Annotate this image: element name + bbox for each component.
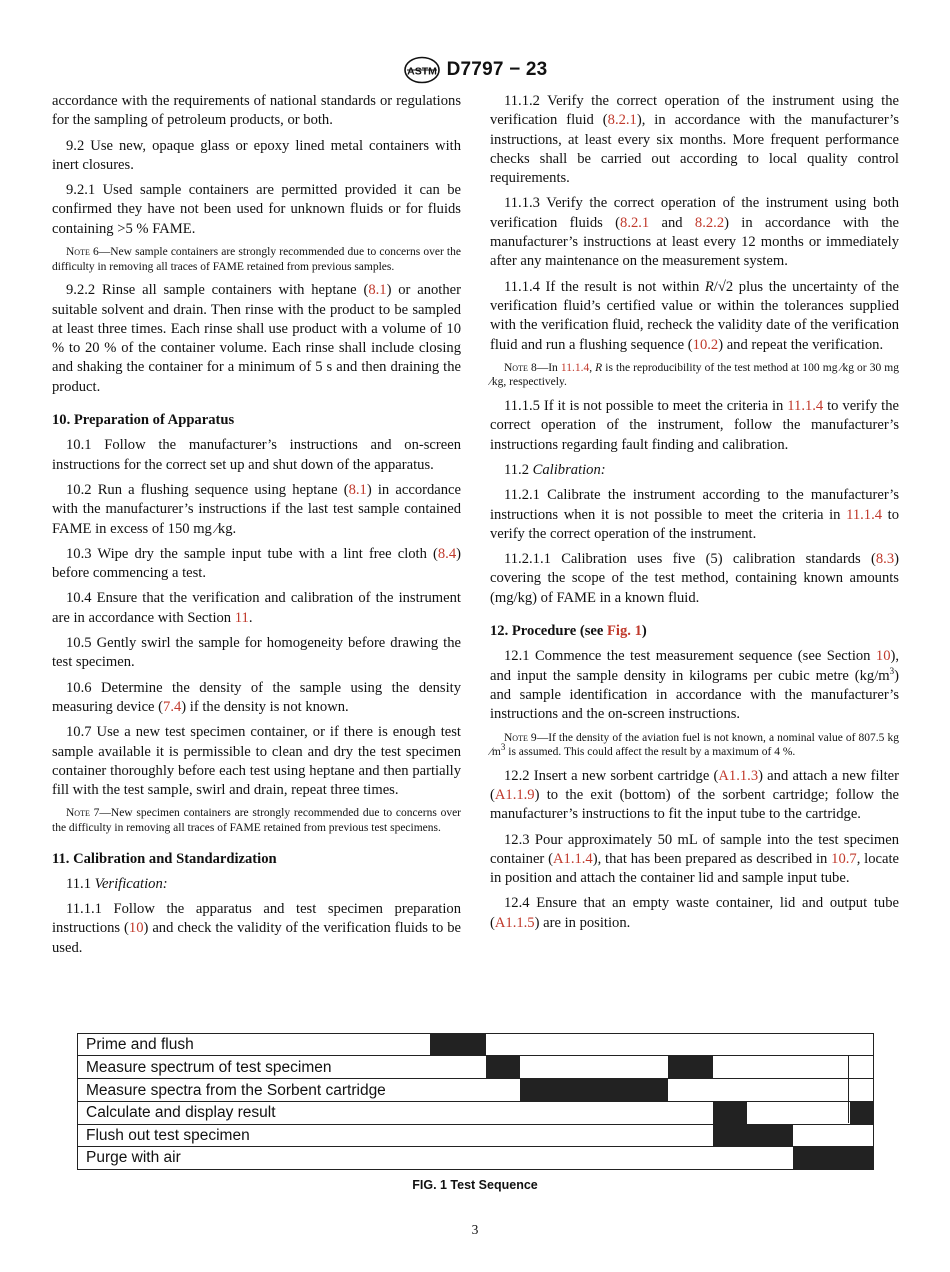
ref-8-4[interactable]: 8.4 (437, 545, 457, 562)
paragraph-10-6 (52, 679, 461, 718)
ref-8-2-1[interactable]: 8.2.1 (607, 112, 637, 129)
note-label: Note 8 (504, 361, 537, 374)
text: ) before commencing a test. (52, 545, 461, 582)
paragraph-11-2-1 (490, 486, 899, 544)
paragraph-11-1-5 (490, 397, 899, 455)
text: 12.1 Commence the test measurement sequence (see Section (504, 648, 876, 665)
ref-a1-1-9[interactable]: A1.1.9 (494, 786, 535, 803)
row-label-purge-air: Purge with air (86, 1149, 181, 1166)
text: 12.4 Ensure that an empty waste container, lid and output tube ( (490, 895, 899, 931)
text: ) covering the scope of the test method, containing known amounts (mg/kg) of FAME in a known fluid. (490, 551, 899, 606)
paragraph-12-4 (490, 894, 899, 933)
text: is assumed. This could affect the result by a maximum of 4 %. (505, 746, 796, 759)
timing-bar-measure-specimen (486, 1055, 520, 1079)
page-number: 3 (471, 1222, 479, 1237)
note-7 (52, 806, 461, 835)
paragraph-11-2 (490, 461, 899, 480)
text: 11.1.4 If the result is not within (504, 278, 705, 295)
text: 11.1.2 Verify the correct operation of the instrument using the verification fluid ( (490, 93, 899, 129)
text: and (649, 214, 695, 231)
paragraph-9-2-1: 9.2.1 Used sample containers are permitted provided it can be confirmed they have not been used for unknown fluids or for fluids containing >5 % FAME. (52, 182, 461, 237)
paragraph-11-1-3 (490, 194, 899, 271)
text: ) in accordance with the manufacturer’s instructions at least every 12 months or immediately after any maintenance on the measurement system. (490, 214, 899, 270)
text: ) (641, 623, 647, 640)
text: —If the density of the aviation fuel is not known, a nominal value of 807.5 kg ⁄m (490, 731, 899, 759)
superscript: 3 (889, 665, 895, 676)
ref-8-2-1[interactable]: 8.2.1 (620, 214, 650, 231)
text: 10.4 Ensure that the verification and calibration of the instrument are in accordance with Section (52, 590, 461, 626)
text: ) and check the validity of the verification fluids to be used. (52, 920, 461, 956)
text: ) or another suitable solvent and drain. Then rinse with the product to be sampled at least three times. Each rinse shall use product with a volume of 10 % to 20 % of the container volume. Each rinse shall include closing and shaking the container for a minimum of 5 s and then draining the product. (52, 282, 461, 395)
text: ), that has been prepared as described in (592, 850, 832, 867)
text: to verify the correct operation of the instrument, follow the manufacturer’s instructions regarding fault finding and calibration. (490, 398, 899, 453)
timing-bar-calculate (850, 1101, 873, 1125)
ref-8-1[interactable]: 8.1 (368, 282, 387, 299)
ref-a1-1-3[interactable]: A1.1.3 (718, 767, 759, 784)
superscript: 3 (500, 742, 506, 753)
paragraph-9-1-cont: accordance with the requirements of national standards or regulations for the sampling of petroleum products, or both. (52, 93, 461, 129)
symbol-r: R (704, 278, 714, 295)
text: ) to the exit (bottom) of the sorbent cartridge; follow the manufacturer’s instructions to fit the input tube to the cartridge. (490, 786, 899, 823)
ref-11-1-4[interactable]: 11.1.4 (787, 398, 824, 415)
ref-section-10[interactable]: 10 (128, 920, 144, 937)
heading-11: 11. Calibration and Standardization (52, 850, 277, 867)
paragraph-11-1-1 (52, 900, 461, 958)
text: 12.3 Pour approximately 50 mL of sample into the test specimen container ( (490, 831, 899, 867)
paragraph-10-2 (52, 481, 461, 539)
note-9 (490, 731, 899, 760)
row-label-calculate-display: Calculate and display result (86, 1104, 276, 1121)
note-label: Note 6 (66, 246, 99, 259)
timing-bar-purge (793, 1146, 873, 1169)
text: 10.6 Determine the density of the sample using the density measuring device ( (52, 679, 461, 715)
ref-7-4[interactable]: 7.4 (163, 698, 182, 715)
text: 9.2.2 Rinse all sample containers with heptane ( (66, 282, 369, 299)
paragraph-10-5: 10.5 Gently swirl the sample for homogeneity before drawing the test specimen. (52, 635, 461, 671)
ref-a1-1-4[interactable]: A1.1.4 (552, 850, 593, 867)
heading-12 (490, 622, 899, 641)
timing-bar-sorbent-cartridge (520, 1078, 668, 1102)
row-label-prime-and-flush: Prime and flush (86, 1036, 194, 1053)
text: ) and repeat the verification. (718, 336, 884, 353)
timeline-boundary (848, 1055, 849, 1123)
paragraph-11-2-1-1 (490, 550, 899, 608)
text: 11.1.1 Follow the apparatus and test specimen preparation instructions ( (52, 901, 461, 937)
text: /√2 plus the uncertainty of the verification fluid’s certified value or within the tolerances supplied with the verification fluid, recheck the validity date of the verification fluid and run a flushing sequence ( (490, 278, 899, 353)
timing-bar-measure-specimen (668, 1055, 713, 1079)
text: 10.3 Wipe dry the sample input tube with a lint free cloth ( (66, 545, 438, 562)
timing-bar-calculate (713, 1101, 747, 1125)
heading-10: 10. Preparation of Apparatus (52, 412, 235, 429)
paragraph-10-3 (52, 545, 461, 584)
text: 11.1 (66, 875, 95, 892)
text: 11.2.1 Calibrate the instrument according to the manufacturer’s instructions when it is not possible to meet the criteria in (490, 487, 899, 523)
note-text: —New sample containers are strongly recommended due to concerns over the difficulty in removing all traces of FAME retained from previous samples. (52, 246, 461, 273)
subheading-calibration: Calibration: (532, 461, 606, 478)
paragraph-12-1 (490, 647, 899, 724)
ref-11-1-4[interactable]: 11.1.4 (560, 361, 590, 374)
astm-logo-text: ASTM (406, 65, 437, 78)
left-column (52, 92, 461, 964)
test-sequence-figure (77, 1033, 874, 1170)
note-text: —New specimen containers are strongly recommended due to concerns over the difficulty in removing all traces of FAME retained from previous test specimens. (52, 807, 462, 834)
note-label: Note 7 (66, 807, 100, 820)
paragraph-11-1-4 (490, 278, 899, 355)
text: 10.2 Run a flushing sequence using heptane ( (66, 481, 349, 498)
paragraph-11-1 (52, 875, 461, 894)
ref-section-10[interactable]: 10 (875, 648, 891, 665)
page-header (0, 56, 950, 84)
paragraph-10-1: 10.1 Follow the manufacturer’s instructions and on-screen instructions for the correct set up and shut down of the apparatus. (52, 437, 461, 473)
ref-a1-1-5[interactable]: A1.1.5 (494, 914, 535, 931)
text: ), and input the sample density in kilograms per cubic metre (kg/m (490, 648, 899, 684)
text: ) and attach a new filter ( (490, 767, 900, 803)
ref-8-3[interactable]: 8.3 (875, 551, 895, 568)
text: 11.1.5 If it is not possible to meet the criteria in (504, 398, 788, 415)
figure-caption: FIG. 1 Test Sequence (412, 1178, 538, 1192)
text: . (248, 609, 253, 626)
text: ), in accordance with the manufacturer’s instructions, at least every six months. More frequent performance checks shall be carried out according to local quality control requirements. (490, 112, 899, 187)
symbol-r: R (595, 361, 603, 374)
text: 12.2 Insert a new sorbent cartridge ( (504, 767, 719, 784)
document-id: D7797 − 23 (446, 59, 548, 80)
text: —In (536, 361, 561, 374)
ref-10-7[interactable]: 10.7 (831, 850, 857, 867)
text: 12. Procedure (see (490, 623, 607, 640)
paragraph-12-2 (490, 767, 899, 825)
text: to verify the correct operation of the instrument. (490, 506, 900, 542)
subheading-verification: Verification: (94, 875, 168, 892)
row-label-measure-sorbent-cartridge: Measure spectra from the Sorbent cartridge (86, 1082, 386, 1099)
text: ) if the density is not known. (181, 698, 349, 715)
note-label: Note 9 (504, 731, 537, 744)
paragraph-9-2-2 (52, 281, 461, 397)
paragraph-11-1-2 (490, 92, 899, 188)
paragraph-12-3 (490, 831, 899, 889)
text: ) and sample identification in accordance with the manufacturer’s instructions and the on-screen instructions. (490, 667, 899, 723)
paragraph-9-2: 9.2 Use new, opaque glass or epoxy lined metal containers with inert closures. (52, 137, 461, 173)
note-6 (52, 245, 461, 274)
text: 11.2 (504, 461, 533, 478)
ref-8-2-2[interactable]: 8.2.2 (694, 214, 725, 231)
timing-bar-prime-flush (430, 1033, 486, 1056)
right-column (490, 92, 899, 939)
text: is the reproducibility of the test method at 100 mg ⁄kg or 30 mg ⁄kg, respectively. (490, 361, 899, 389)
text: , (589, 361, 596, 374)
ref-fig-1[interactable]: Fig. 1 (607, 623, 642, 640)
astm-logo-icon (403, 56, 441, 84)
ref-section-11[interactable]: 11 (234, 609, 249, 626)
row-label-flush-out: Flush out test specimen (86, 1127, 250, 1144)
note-8 (490, 361, 899, 390)
text: , locate in position and attach the container lid and sample input tube. (490, 850, 899, 887)
row-label-measure-test-specimen: Measure spectrum of test specimen (86, 1059, 332, 1076)
ref-10-2[interactable]: 10.2 (692, 336, 719, 353)
text: 11.1.3 Verify the correct operation of the instrument using both verification fluids ( (490, 195, 899, 231)
text: 11.2.1.1 Calibration uses five (5) calibration standards ( (504, 551, 876, 568)
paragraph-10-7: 10.7 Use a new test specimen container, or if there is enough test sample available it is permissible to clean and dry the test specimen container thoroughly before each test using heptane and then partially fill with the test sample, swirl and drain, repeat three times. (52, 724, 461, 799)
timing-bar-flush-out (713, 1124, 793, 1147)
paragraph-10-4 (52, 589, 461, 628)
text: ) in accordance with the manufacturer’s instructions if the last test sample contained FAME in excess of 150 mg ⁄kg. (52, 481, 461, 537)
ref-8-1[interactable]: 8.1 (348, 481, 367, 498)
ref-11-1-4[interactable]: 11.1.4 (846, 506, 883, 523)
text: ) are in position. (534, 914, 631, 931)
